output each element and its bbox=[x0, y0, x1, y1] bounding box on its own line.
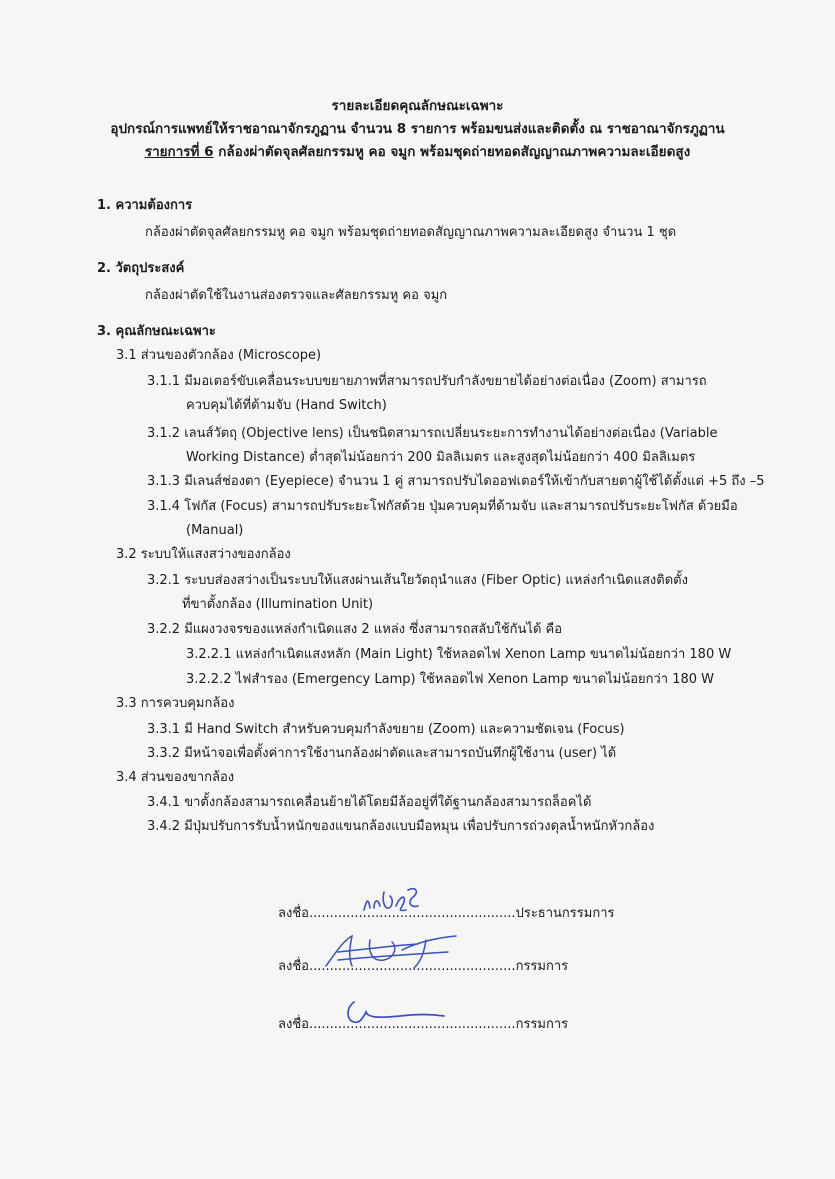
item-3-1-2-line2: Working Distance) ต่ำสุดไม่น้อยกว่า 200 มิลลิเมตร และสูงสุดไม่น้อยกว่า 400 มิลลิเมตร bbox=[186, 450, 696, 465]
signature-dots: .................................................. bbox=[308, 906, 516, 921]
section-2-body: กล้องผ่าตัดใช้ในงานส่องตรวจและศัลยกรรมหู คอ จมูก bbox=[145, 288, 448, 303]
subsection-3-2: 3.2 ระบบให้แสงสว่างของกล้อง bbox=[116, 547, 291, 562]
subsection-3-1: 3.1 ส่วนของตัวกล้อง (Microscope) bbox=[116, 348, 322, 363]
sign-label: ลงชื่อ bbox=[278, 959, 309, 974]
item-3-4-2: 3.4.2 มีปุ่มปรับการรับน้ำหนักของแขนกล้องแบบมือหมุน เพื่อปรับการถ่วงดุลน้ำหนักหัวกล้อง bbox=[147, 819, 655, 834]
item-3-1-4-line1: 3.1.4 โฟกัส (Focus) สามารถปรับระยะโฟกัสด้วย ปุ่มควบคุมที่ด้ามจับ และสามารถปรับระยะโฟกัส ด้วยมือ bbox=[147, 499, 738, 514]
sign-label: ลงชื่อ bbox=[278, 1017, 309, 1032]
item-name: กล้องผ่าตัดจุลศัลยกรรมหู คอ จมูก พร้อมชุดถ่ายทอดสัญญาณภาพความละเอียดสูง bbox=[213, 144, 691, 160]
signature-row-chair bbox=[278, 904, 614, 924]
role-chair: ประธานกรรมการ bbox=[515, 906, 615, 921]
sign-label: ลงชื่อ bbox=[278, 906, 309, 921]
item-3-1-4-line2: (Manual) bbox=[186, 523, 244, 538]
role-member: กรรมการ bbox=[515, 1017, 569, 1032]
subsection-3-3: 3.3 การควบคุมกล้อง bbox=[116, 696, 235, 711]
document-subtitle: อุปกรณ์การแพทย์ให้ราชอาณาจักรภูฏาน จำนวน 8 รายการ พร้อมขนส่งและติดตั้ง ณ ราชอาณาจักรภูฏาน bbox=[110, 121, 725, 137]
item-3-4-1: 3.4.1 ขาตั้งกล้องสามารถเคลื่อนย้ายได้โดยมีล้ออยู่ที่ใต้ฐานกล้องสามารถล็อคได้ bbox=[147, 795, 592, 810]
item-3-2-2-1: 3.2.2.1 แหล่งกำเนิดแสงหลัก (Main Light) ใช้หลอดไฟ Xenon Lamp ขนาดไม่น้อยกว่า 180 W bbox=[186, 647, 732, 662]
role-member: กรรมการ bbox=[515, 959, 569, 974]
section-1-body: กล้องผ่าตัดจุลศัลยกรรมหู คอ จมูก พร้อมชุดถ่ายทอดสัญญาณภาพความละเอียดสูง จำนวน 1 ชุด bbox=[145, 225, 677, 240]
item-3-1-3: 3.1.3 มีเลนส์ช่องตา (Eyepiece) จำนวน 1 คู่ สามารถปรับไดออฟเตอร์ให้เข้ากับสายตาผู้ใช้ได้ตั้งแต่ +5 ถึง –5 bbox=[147, 474, 765, 489]
item-3-2-2: 3.2.2 มีแผงวงจรของแหล่งกำเนิดแสง 2 แหล่ง ซึ่งสามารถสลับใช้กันได้ คือ bbox=[147, 622, 563, 637]
item-3-3-2: 3.3.2 มีหน้าจอเพื่อตั้งค่าการใช้งานกล้องผ่าตัดและสามารถบันทึกผู้ใช้งาน (user) ได้ bbox=[147, 746, 617, 761]
handwritten-signature-3 bbox=[340, 998, 450, 1028]
document-header bbox=[0, 95, 835, 164]
document-title: รายละเอียดคุณลักษณะเฉพาะ bbox=[331, 98, 504, 114]
signature-dots: .................................................. bbox=[308, 959, 516, 974]
item-heading bbox=[0, 141, 835, 164]
item-3-1-1-line2: ควบคุมได้ที่ด้ามจับ (Hand Switch) bbox=[186, 398, 387, 413]
item-3-3-1: 3.3.1 มี Hand Switch สำหรับควบคุมกำลังขยาย (Zoom) และความชัดเจน (Focus) bbox=[147, 722, 625, 737]
item-3-2-1-line2: ที่ขาตั้งกล้อง (Illumination Unit) bbox=[182, 597, 374, 612]
item-3-2-1-line1: 3.2.1 ระบบส่องสว่างเป็นระบบให้แสงผ่านเส้นใยวัตถุนำแสง (Fiber Optic) แหล่งกำเนิดแสงติดตั้ง bbox=[147, 573, 688, 588]
item-3-2-2-2: 3.2.2.2 ไฟสำรอง (Emergency Lamp) ใช้หลอดไฟ Xenon Lamp ขนาดไม่น้อยกว่า 180 W bbox=[186, 672, 715, 687]
subsection-3-4: 3.4 ส่วนของขากล้อง bbox=[116, 770, 235, 785]
handwritten-signature-2 bbox=[318, 930, 468, 974]
section-2-heading: 2. วัตถุประสงค์ bbox=[97, 261, 185, 276]
item-3-1-1-line1: 3.1.1 มีมอเตอร์ขับเคลื่อนระบบขยายภาพที่สามารถปรับกำลังขยายได้อย่างต่อเนื่อง (Zoom) สามารถ bbox=[147, 374, 707, 389]
signature-dots: .................................................. bbox=[308, 1017, 516, 1032]
item-number: รายการที่ 6 bbox=[144, 144, 214, 160]
item-3-1-2-line1: 3.1.2 เลนส์วัตถุ (Objective lens) เป็นชนิดสามารถเปลี่ยนระยะการทำงานได้อย่างต่อเนื่อง (Variable bbox=[147, 426, 718, 441]
section-1-heading: 1. ความต้องการ bbox=[97, 198, 193, 213]
section-3-heading: 3. คุณลักษณะเฉพาะ bbox=[97, 324, 216, 339]
handwritten-signature-1 bbox=[360, 882, 440, 918]
